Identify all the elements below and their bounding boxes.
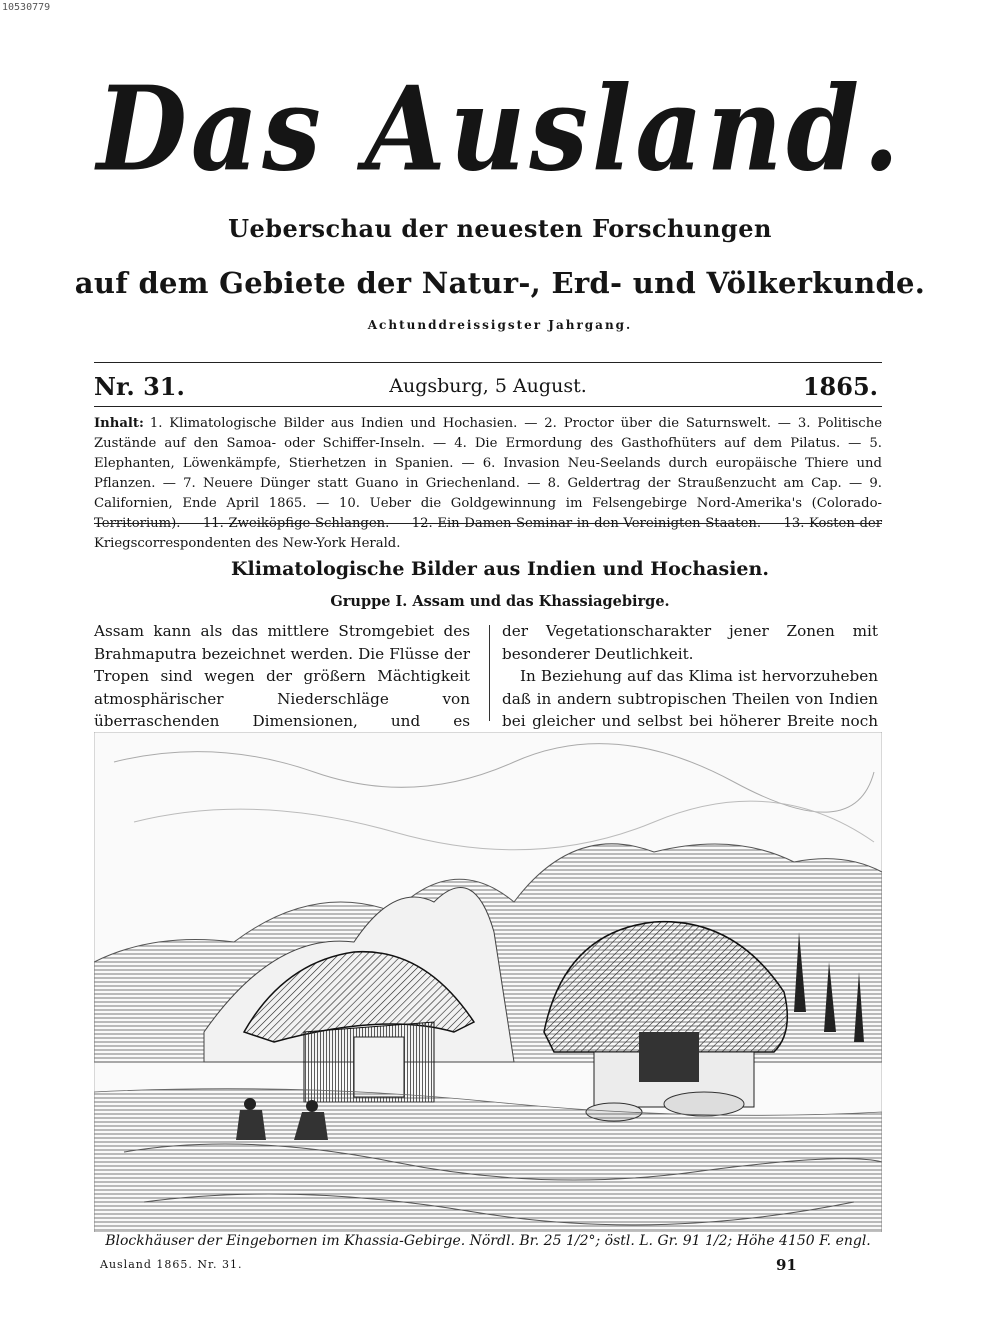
catalog-id: 10530779 (2, 2, 51, 13)
issue-place-date: Augsburg, 5 August. (389, 375, 587, 397)
masthead-subtitle-1: Ueberschau der neuesten Forschungen (228, 214, 772, 243)
rule-top (94, 362, 882, 363)
article-subtitle: Gruppe I. Assam und das Khassiagebirge. (330, 593, 670, 610)
footer-signature: Ausland 1865. Nr. 31. (100, 1258, 243, 1271)
issue-year: 1865. (802, 372, 878, 401)
contents-label: Inhalt: (94, 416, 144, 431)
article-column-left: Assam kann als das mittlere Stromgebiet des Brahmaputra bezeichnet werden. Die Flüsse der Tropen sind wegen der größern Mächtigkeit atmosphärischer Niederschläge von überraschenden Dimensionen, und es (94, 622, 470, 730)
rule-issue (94, 406, 882, 407)
volume-line: Achtunddreissigster Jahrgang. (367, 318, 633, 332)
table-of-contents (94, 414, 882, 554)
engraving-illustration (94, 732, 882, 1232)
article-title: Klimatologische Bilder aus Indien und Hochasien. (231, 558, 769, 580)
paragraph-right-1: der Vegetationscharakter jener Zonen mit besonderer Deutlichkeit. (502, 622, 878, 663)
masthead-subtitle-2: auf dem Gebiete der Natur-, Erd- und Völkerkunde. (74, 266, 926, 300)
issue-row (94, 372, 882, 402)
illustration-caption: Blockhäuser der Eingebornen im Khassia-Gebirge. Nördl. Br. 25 1/2°; östl. L. Gr. 91 1/2; Höhe 4150 F. engl. (105, 1233, 871, 1249)
masthead-title: Das Ausland. (96, 59, 904, 198)
paragraph-right-2: In Beziehung auf das Klima ist hervorzuheben daß in andern subtropischen Theilen von Indien bei gleicher und selbst bei höherer Breite noch (502, 667, 878, 730)
issue-number: Nr. 31. (94, 372, 185, 401)
page-number: 91 (776, 1256, 797, 1274)
rule-contents (94, 523, 882, 524)
contents-text: 1. Klimatologische Bilder aus Indien und Hochasien. — 2. Proctor über die Saturnswelt. — 3. Politische Zustände auf den Samoa- oder Schiffer-Inseln. — 4. Die Ermordung des Gasthofhüters auf dem Pilatus. — 5. Elephanten, Löwenkämpfe, Stierhetzen in Spanien. — 6. Invasion Neu-Seelands durch europäische Thiere und Pflanzen. — 7. Neuere Dünger statt Guano in Griechenland. — 8. Geldertrag der Straußenzucht am Cap. — 9. Californien, Ende April 1865. — 10. Ueber die Goldgewinnung im Felsengebirge Nord-Amerika's (Colorado-Territorium). — 11. Zweiköpfige Schlangen. — 12. Ein Damen-Seminar in den Vereinigten Staaten. — 13. Kosten der Kriegscorrespondenten des New-York Herald. (94, 416, 882, 551)
column-divider (489, 625, 490, 721)
